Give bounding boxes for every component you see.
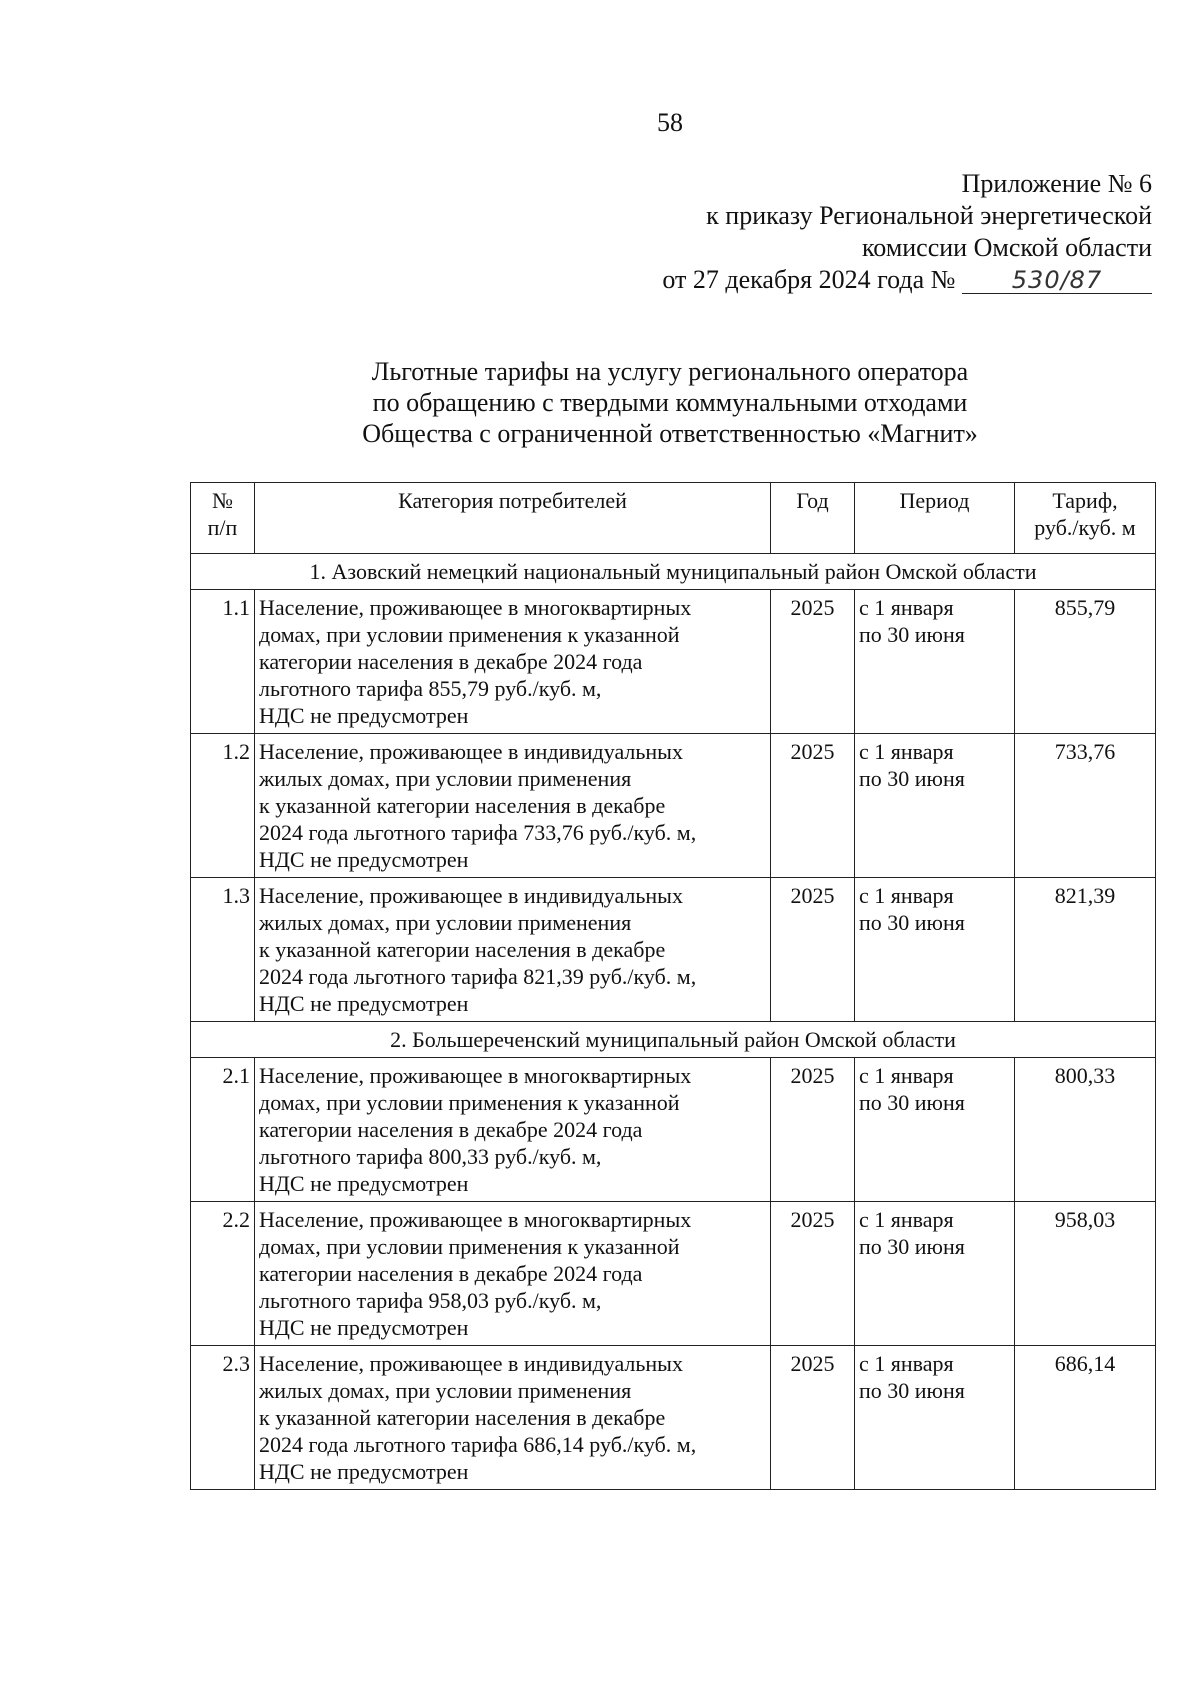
appendix-line-4: [662, 264, 1152, 296]
row-tariff: 958,03: [1015, 1202, 1156, 1346]
category-line: домах, при условии применения к указанной: [259, 1090, 680, 1115]
period-start: с 1 января: [859, 883, 954, 908]
row-category: [255, 1346, 771, 1490]
period-start: с 1 января: [859, 1063, 954, 1088]
period-end: по 30 июня: [859, 1378, 965, 1403]
row-year: 2025: [771, 1346, 855, 1490]
period-start: с 1 января: [859, 595, 954, 620]
title-line-3: Общества с ограниченной ответственностью «Магнит»: [362, 419, 978, 448]
period-end: по 30 июня: [859, 1090, 965, 1115]
title-line-2: по обращению с твердыми коммунальными отходами: [372, 388, 968, 417]
category-line: НДС не предусмотрен: [259, 1459, 469, 1484]
section-row: [191, 554, 1156, 590]
row-category: [255, 878, 771, 1022]
section-title: 2. Большереченский муниципальный район Омской области: [191, 1022, 1156, 1058]
row-category: [255, 734, 771, 878]
period-start: с 1 января: [859, 1351, 954, 1376]
row-period: [855, 878, 1015, 1022]
category-line: льготного тарифа 958,03 руб./куб. м,: [259, 1288, 602, 1313]
title-line-1: Льготные тарифы на услугу регионального оператора: [371, 357, 969, 386]
header-category: Категория потребителей: [255, 483, 771, 554]
period-end: по 30 июня: [859, 622, 965, 647]
category-line: к указанной категории населения в декабре: [259, 937, 666, 962]
row-year: 2025: [771, 590, 855, 734]
category-line: НДС не предусмотрен: [259, 1171, 469, 1196]
header-year: Год: [771, 483, 855, 554]
row-period: [855, 1346, 1015, 1490]
category-line: Население, проживающее в многоквартирных: [259, 1207, 692, 1232]
table-row: [191, 1058, 1156, 1202]
category-line: к указанной категории населения в декабре: [259, 793, 666, 818]
period-end: по 30 июня: [859, 1234, 965, 1259]
category-line: НДС не предусмотрен: [259, 1315, 469, 1340]
row-tariff: 800,33: [1015, 1058, 1156, 1202]
appendix-line-3: комиссии Омской области: [862, 233, 1152, 262]
header-period: Период: [855, 483, 1015, 554]
category-line: домах, при условии применения к указанной: [259, 622, 680, 647]
handwritten-order-number: 530/87: [962, 267, 1152, 294]
row-period: [855, 1058, 1015, 1202]
period-start: с 1 января: [859, 739, 954, 764]
row-tariff: 821,39: [1015, 878, 1156, 1022]
table-row: [191, 878, 1156, 1022]
row-period: [855, 590, 1015, 734]
row-tariff: 686,14: [1015, 1346, 1156, 1490]
table-body: [191, 554, 1156, 1490]
section-title: 1. Азовский немецкий национальный муниципальный район Омской области: [191, 554, 1156, 590]
header-num: № п/п: [191, 483, 255, 554]
category-line: категории населения в декабре 2024 года: [259, 1117, 643, 1142]
row-year: 2025: [771, 878, 855, 1022]
period-end: по 30 июня: [859, 766, 965, 791]
row-number: 1.1: [191, 590, 255, 734]
category-line: жилых домах, при условии применения: [259, 910, 632, 935]
row-category: [255, 1202, 771, 1346]
category-line: жилых домах, при условии применения: [259, 1378, 632, 1403]
category-line: Население, проживающее в индивидуальных: [259, 1351, 683, 1376]
category-line: домах, при условии применения к указанной: [259, 1234, 680, 1259]
appendix-line-1: Приложение № 6: [961, 169, 1152, 198]
table-row: [191, 1346, 1156, 1490]
section-row: [191, 1022, 1156, 1058]
order-date-prefix: от 27 декабря 2024 года №: [662, 265, 956, 294]
document-title: [0, 356, 1200, 449]
row-year: 2025: [771, 734, 855, 878]
category-line: льготного тарифа 800,33 руб./куб. м,: [259, 1144, 602, 1169]
category-line: НДС не предусмотрен: [259, 847, 469, 872]
row-number: 1.2: [191, 734, 255, 878]
row-year: 2025: [771, 1058, 855, 1202]
row-number: 2.1: [191, 1058, 255, 1202]
appendix-line-2: к приказу Региональной энергетической: [706, 201, 1152, 230]
row-tariff: 733,76: [1015, 734, 1156, 878]
table-row: [191, 1202, 1156, 1346]
row-year: 2025: [771, 1202, 855, 1346]
category-line: категории населения в декабре 2024 года: [259, 1261, 643, 1286]
row-tariff: 855,79: [1015, 590, 1156, 734]
category-line: жилых домах, при условии применения: [259, 766, 632, 791]
category-line: Население, проживающее в индивидуальных: [259, 739, 683, 764]
page-number: 58: [657, 108, 683, 137]
category-line: НДС не предусмотрен: [259, 991, 469, 1016]
category-line: Население, проживающее в многоквартирных: [259, 595, 692, 620]
table-row: [191, 590, 1156, 734]
row-category: [255, 590, 771, 734]
category-line: 2024 года льготного тарифа 733,76 руб./куб. м,: [259, 820, 697, 845]
table-row: [191, 734, 1156, 878]
category-line: к указанной категории населения в декабре: [259, 1405, 666, 1430]
category-line: 2024 года льготного тарифа 821,39 руб./куб. м,: [259, 964, 697, 989]
category-line: Население, проживающее в многоквартирных: [259, 1063, 692, 1088]
row-period: [855, 734, 1015, 878]
period-start: с 1 января: [859, 1207, 954, 1232]
row-number: 2.3: [191, 1346, 255, 1490]
category-line: НДС не предусмотрен: [259, 703, 469, 728]
table-header-row: [191, 483, 1156, 554]
period-end: по 30 июня: [859, 910, 965, 935]
appendix-block: [662, 168, 1152, 296]
category-line: 2024 года льготного тарифа 686,14 руб./куб. м,: [259, 1432, 697, 1457]
category-line: категории населения в декабре 2024 года: [259, 649, 643, 674]
row-category: [255, 1058, 771, 1202]
row-number: 1.3: [191, 878, 255, 1022]
category-line: льготного тарифа 855,79 руб./куб. м,: [259, 676, 602, 701]
row-period: [855, 1202, 1015, 1346]
header-tariff: Тариф, руб./куб. м: [1015, 483, 1156, 554]
row-number: 2.2: [191, 1202, 255, 1346]
category-line: Население, проживающее в индивидуальных: [259, 883, 683, 908]
tariff-table: [190, 482, 1156, 1490]
